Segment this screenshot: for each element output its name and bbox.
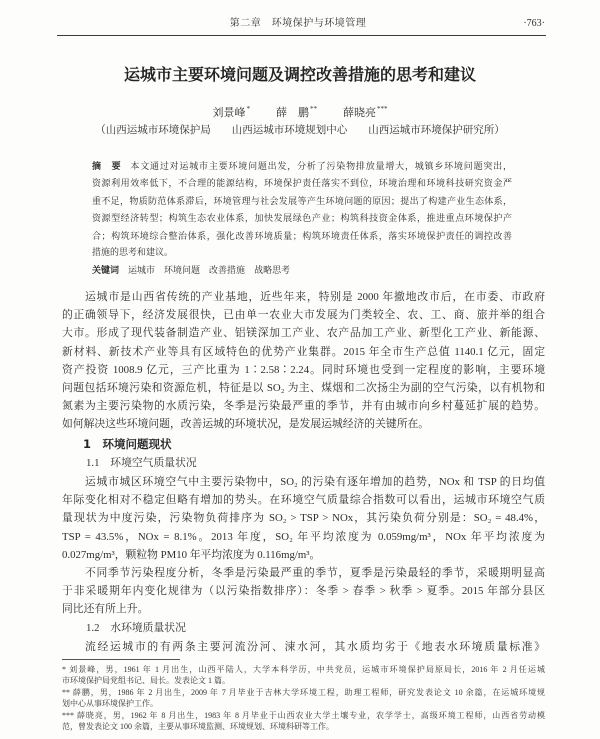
body-line: 问题包括环境污染和资源危机，特征是以 SO₂ 为主、煤烟和二次扬尘为副的空气污染，以有机物和 <box>62 382 545 394</box>
author-name: 薛 鹏 <box>276 107 309 119</box>
body-line: 大市。形成了现代装备制造产业、铝镁深加工产业、农产品加工产业、新型化工产业、新能源、 <box>62 327 545 340</box>
body-line: 年际变化相对不稳定但略有增加的势头。在环境空气质量综合指数可以看出，运城市环境空气质 <box>62 494 545 507</box>
running-header-chapter: 第二章 环境保护与环境管理 <box>229 18 367 29</box>
subsection-heading: 1.1 环境空气质量状况 <box>86 457 197 469</box>
footnote-line: * 刘景峰，男，1961 年 1 月出生，山西平陆人，大学本科学历，中共党员，运城市环境保护局原局长，2016 年 2 月任运城 <box>62 665 545 674</box>
keyword: 改善措施 <box>209 265 246 275</box>
body-line: 0.027mg/m³，颗粒物 PM10 年平均浓度为 0.116mg/m³。 <box>62 548 321 561</box>
body-line: 的正确领导下，经济发展很快，已由单一农业大市发展为门类较全、农、工、商、旅并举的组合 <box>62 309 545 322</box>
paper-title: 运城市主要环境问题及调控改善措施的思考和建议 <box>123 65 476 84</box>
body-line: 运城市是山西省传统的产业基地，近些年来，特别是 2000 年撤地改市后，在市委、市政府 <box>85 291 545 303</box>
author-name: 刘景峰 <box>212 107 246 119</box>
abstract-line: 资源利用效率低下，不合理的能源结构，环境保护责任落实不到位，环境治理和环境科技研究资金严 <box>92 178 512 188</box>
abstract-line: 措施的思考和建议。 <box>92 247 174 257</box>
body-line: 氮素为主要污染物的水质污染，冬季是污染最严重的季节，并有由城市向乡村蔓延扩展的趋势。 <box>62 400 545 413</box>
body-line: 于非采暖期年内变化规律为（以污染指数排序）：冬季 > 春季 > 秋季 > 夏季。2015 年部分县区 <box>62 585 545 598</box>
abstract-label: 摘 要 <box>92 162 122 172</box>
author-name: 薛晓亮 <box>343 107 376 119</box>
author-footnote-mark: *** <box>377 105 388 113</box>
abstract-line <box>92 160 512 173</box>
author-footnote-mark: * <box>246 105 250 113</box>
keyword: 运城市 <box>128 265 156 275</box>
body-line: 资产投资 1008.9 亿元，三产比重为 1∶2.58∶2.24。同时环境也受到一定程度的影响，主要环境 <box>62 363 545 376</box>
author-footnote-mark: ** <box>310 105 317 113</box>
keyword: 战略思考 <box>254 265 291 275</box>
author <box>276 106 317 120</box>
footnote-line: 市环境保护局党组书记、局长。发表论文 1 篇。 <box>62 676 230 685</box>
author <box>343 106 388 120</box>
abstract-line: 合；构筑环境综合整治体系，强化改善环境质量；构筑环境责任体系，落实环境保护责任的调控改善 <box>92 231 512 241</box>
footnote-line: 范，曾发表论文 100 余篇，主要从事环境监测、环境规划、环境科研等工作。 <box>62 722 334 731</box>
author-list <box>0 106 600 120</box>
keywords-label: 关键词 <box>92 266 120 276</box>
body-line: 不同季节污染程度分析，冬季是污染最严重的季节，夏季是污染最轻的季节，采暖期明显高 <box>85 567 545 579</box>
body-line: 如何解决这些环境问题，改善运城的环境状况，是发展运城经济的关键所在。 <box>62 418 430 431</box>
body-line: 运城市城区环境空气中主要污染物中，SO₂ 的污染有逐年增加的趋势，NOx 和 TSP 的日均值 <box>85 476 545 488</box>
footnote-line: *** 薛晓亮，男，1962 年 8 月出生，1983 年 8 月毕业于山西农业大学土壤专业，农学学士，高级环境工程师，山西省劳动模 <box>62 711 545 720</box>
subsection-heading: 1.2 水环境质量状况 <box>86 622 186 634</box>
page-number: ·763· <box>523 18 545 29</box>
body-line: 量现状为中度污染，污染物负荷排序为 SO₂ > TSP > NOx，其污染负荷分别是：SO₂ = 48.4%， <box>62 512 545 525</box>
section-heading: 1 环境问题现状 <box>83 437 172 451</box>
abstract-line: 重不足，物质防范体系滞后，环境管理与社会发展等产生环境问题的原因；提出了构建产业生态体系， <box>92 196 512 206</box>
body-line: TSP = 43.5%，NOx = 8.1%。2013 年度，SO₂ 年平均浓度为 0.059mg/m³，NOx 年平均浓度为 <box>62 530 545 543</box>
header-rule <box>57 35 546 36</box>
author <box>213 106 251 120</box>
footnote-rule <box>62 659 180 660</box>
keywords <box>92 264 512 277</box>
affiliations: （山西运城市环境保护局 山西运城市环境规划中心 山西运城市环境保护研究所） <box>95 125 505 136</box>
abstract-line: 资源型经济转型；构筑生态农业体系，加快发展绿色产业；构筑科技资金体系，推进重点环境保护产 <box>92 213 512 223</box>
footnote-line: 划中心从事环境保护工作。 <box>62 699 158 708</box>
keyword: 环境问题 <box>164 265 201 275</box>
body-line: 同比还有所上升。 <box>62 603 149 616</box>
body-line: 新材料、新技术产业等具有区域特色的优势产业集群。2015 年全市生产总值 1140.1 亿元，固定 <box>62 345 545 358</box>
body-line: 流经运城市的有两条主要河流汾河、涑水河，其水质均劣于《地表水环境质量标准》 <box>85 640 545 653</box>
footnote-line: ** 薛鹏，男，1986 年 2 月出生，2009 年 7 月毕业于吉林大学环境工程，助理工程师，研究发表论文 10 余篇，在运城环境规 <box>62 688 545 697</box>
abstract-text: 本文通过对运城市主要环境问题出发，分析了污染物排放量增大，城镇乡环境问题突出， <box>130 161 512 171</box>
